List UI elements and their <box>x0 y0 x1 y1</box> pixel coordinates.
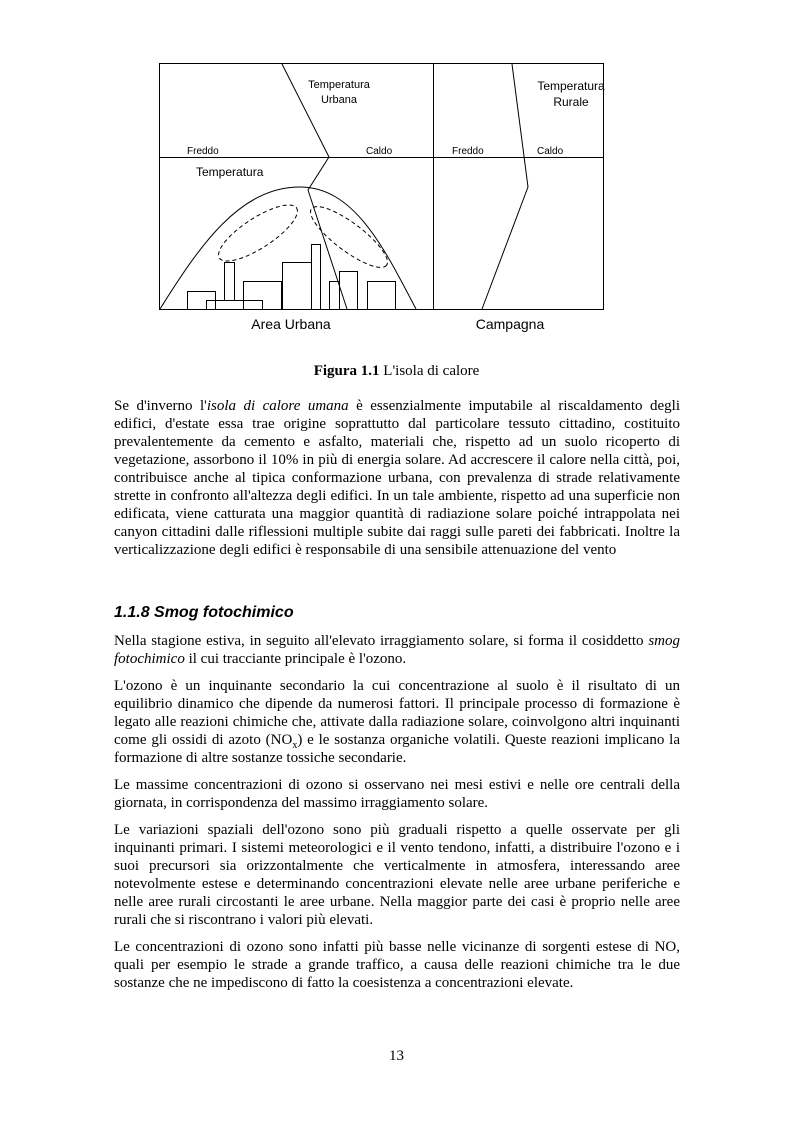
circulation-loop-left <box>211 195 304 270</box>
italic-term: smog fotochimico <box>114 633 680 667</box>
building <box>330 282 340 310</box>
paragraph-ozone-spatial: Le variazioni spaziali dell'ozono sono più graduali rispetto a quelle osservate per gli inquinanti primari. I sistemi meteorologici e il vento tendono, infatti, a distribuire l'ozono e i suoi precursori sia orizzontalmente che verticalmente in atmosfera, interessando aree notevolmente estese e determinando concentrazioni elevate nelle aree urbane periferiche e nelle aree rurali circostanti le aree urbane. Nella maggior parte dei casi è proprio nelle aree rurali che si riscontrano i valori più elevati. <box>114 822 680 928</box>
urban-temperature-label-line2: Urbana <box>320 94 358 106</box>
figure-caption <box>0 362 793 380</box>
rural-temperature-label-line1: Temperatura <box>537 79 605 93</box>
urban-temperature-label-line1: Temperatura <box>308 79 370 91</box>
building <box>312 245 321 310</box>
circulation-loop-right <box>303 198 395 277</box>
paragraph-ozone-no: Le concentrazioni di ozono sono infatti più basse nelle vicinanze di sorgenti estese di NO, quali per esempio le strade a grande traffico, a causa delle reazioni chimiche tra le due sostanze che ne impediscono di fatto la coesistenza a concentrazioni elevate. <box>114 939 680 991</box>
paragraph-ozone-formation: L'ozono è un inquinante secondario la cui concentrazione al suolo è il risultato di un equilibrio dinamico che dipende da numerosi fattori. Il principale processo di formazione è legato alle reazioni chimiche che, attivate dalla radiazione solare, coinvolgono altri inquinanti come gli ossidi di azoto $(NO_x)$ e le sostanza organiche volatili. Queste reazioni implicano la formazione di altre sostanze tossiche secondarie. <box>114 678 680 766</box>
heat-dome <box>160 187 416 309</box>
building <box>340 272 358 310</box>
building <box>225 263 235 301</box>
rural-temperature-label-line2: Rurale <box>553 95 589 109</box>
section-heading: 1.1.8 Smog fotochimico <box>114 604 294 621</box>
italic-term: isola di calore umana <box>206 398 349 414</box>
building <box>368 282 396 310</box>
building <box>283 263 312 310</box>
page-number: 13 <box>389 1048 404 1064</box>
paragraph-smog-intro: Nella stagione estiva, in seguito all'elevato irraggiamento solare, si forma il cosiddetto smog fotochimico il cui tracciante principale è l'ozono. <box>114 633 680 667</box>
temperature-label: Temperatura <box>196 165 264 179</box>
urban-heat-island-figure <box>0 0 793 345</box>
paragraph-heat-island: Se d'inverno l'isola di calore umana è essenzialmente imputabile al riscaldamento degli edifici, d'estate essa trae origine soprattutto dal particolare tessuto cittadino, costituito prevalentemente da cemento e asfalto, materiali che, rispetto ad un suolo ricoperto di vegetazione, assorbono il 10% in più di energia solare. Ad accrescere il calore nella città, poi, contribuisce anche al tipica conformazione urbana, con prevalenza di strade relativamente strette in confronto all'altezza degli edifici. In un tale ambiente, rispetto ad una superficie non edificata, viene catturata una maggior quantità di radiazione solare poiché intrappolata nei canyon cittadini dalle riflessioni multiple subite dai raggi sulle pareti dei fabbricati. Inoltre la verticalizzazione degli edifici è responsabile di una sensibile attenuazione del vento <box>114 398 680 558</box>
cold-label-rural: Freddo <box>452 146 484 157</box>
caption-text: L'isola di calore <box>379 363 480 379</box>
hot-label-urban: Caldo <box>366 146 393 157</box>
cold-label-urban: Freddo <box>187 146 219 157</box>
caption-number: Figura 1.1 <box>313 363 380 379</box>
figure-frame <box>160 64 604 310</box>
urban-area-label: Area Urbana <box>251 316 331 332</box>
hot-label-rural: Caldo <box>537 146 564 157</box>
building <box>207 301 263 310</box>
rural-temperature-curve <box>482 64 528 309</box>
countryside-label: Campagna <box>475 316 545 332</box>
paragraph-ozone-peaks: Le massime concentrazioni di ozono si osservano nei mesi estivi e nelle ore centrali della giornata, in corrispondenza del massimo irraggiamento solare. <box>114 777 680 811</box>
